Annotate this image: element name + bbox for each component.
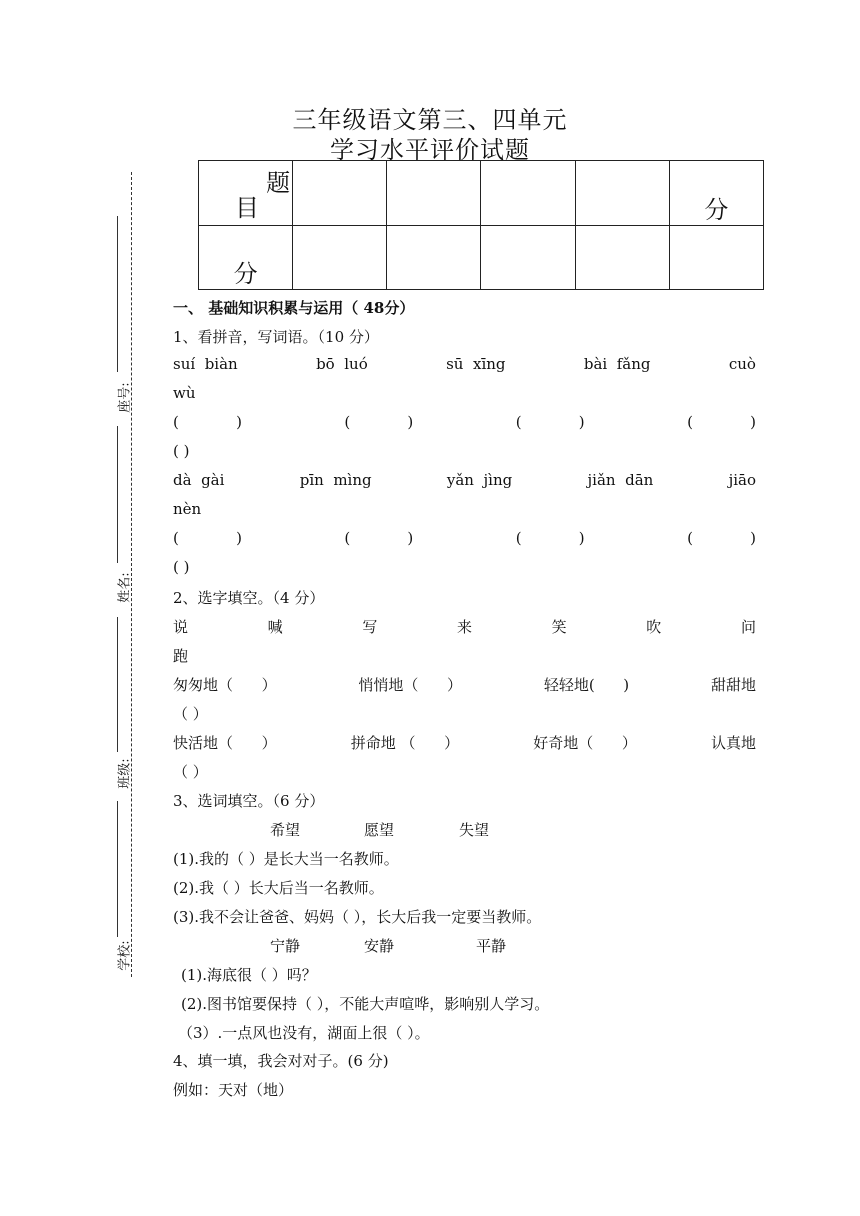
total-score-cell[interactable] [669,225,763,290]
name-write-line [117,426,118,563]
pinyin: jiǎn dān [587,471,654,489]
q2-row-1 [173,674,756,695]
score-cell[interactable] [481,225,575,290]
pinyin: cuò [728,355,756,373]
score-cell[interactable] [293,225,387,290]
school-write-line [117,801,118,937]
q2-title: 2、选字填空。（4 分） [173,589,325,607]
word-option: 安静 [364,937,395,955]
pinyin: jiāo [728,471,756,489]
score-row-label-cell [199,225,293,290]
fill-item[interactable]: 快活地（ ） [173,734,277,752]
score-cell[interactable] [481,161,575,226]
answer-bracket[interactable]: ( ) [173,558,190,576]
fill-item[interactable]: 匆匆地（ ） [173,676,277,694]
answer-bracket[interactable]: ( ) [173,442,190,460]
fill-item[interactable]: 轻轻地( ) [543,676,630,694]
seat-label: 座号: [117,382,133,413]
word-option: 失望 [459,821,490,839]
score-cell[interactable] [575,225,669,290]
char-option: 说 [173,618,189,636]
char-option: 笑 [551,618,567,636]
q2-char-options [173,616,756,637]
class-label: 班级: [117,758,133,789]
name-label: 姓名: [117,572,133,603]
q3-sentence[interactable]: (1).海底很（ ）吗？ [181,966,317,984]
score-table-header-cell [199,161,293,226]
title-line-1: 三年级语文第三、四单元 [292,106,568,134]
pinyin: bō luó [316,355,368,373]
section-1-heading: 一、 基础知识积累与运用（ 48分） [173,299,415,317]
q3-sentence[interactable]: (3).我不会让爸爸、妈妈（ ），长大后我一定要当教师。 [173,908,542,926]
q3-sentence[interactable]: (2).图书馆要保持（ ），不能大声喧哗，影响别人学习。 [181,995,550,1013]
header-mu: 目 [235,193,259,222]
score-cell[interactable] [387,225,481,290]
q4-title: 4、填一填，我会对对子。(6 分) [173,1052,389,1070]
pinyin: pīn mìng [299,471,372,489]
header-ti: 题 [266,169,291,197]
title-line-2: 学习水平评价试题 [330,136,530,164]
score-cell[interactable] [575,161,669,226]
q3-title: 3、选词填空。（6 分） [173,792,325,810]
answer-bracket[interactable]: ( ) [687,529,756,547]
fill-item[interactable]: 好奇地（ ） [533,734,637,752]
q3-sentence[interactable]: (2).我（ ）长大后当一名教师。 [173,879,384,897]
answer-bracket[interactable]: ( ) [344,529,414,547]
q1-pinyin-row-2 [173,471,756,489]
fill-item[interactable]: 悄悄地（ ） [358,676,463,694]
school-label: 学校: [117,940,133,971]
word-option: 愿望 [364,821,395,839]
pinyin: bài fǎng [583,355,651,373]
word-option: 希望 [270,821,301,839]
pinyin-wrap: wù [173,384,196,402]
row-label-fen: 分 [233,260,258,288]
answer-bracket[interactable]: ( ) [687,413,756,431]
char-option: 吹 [646,618,662,636]
char-option: 来 [456,618,472,636]
q1-pinyin-row-1 [173,355,756,373]
pinyin: yǎn jìng [446,471,513,489]
answer-bracket[interactable]: ( ) [515,529,585,547]
q3-sentence[interactable]: （3）.一点风也没有，湖面上很（ ）。 [178,1024,430,1042]
fill-item: 甜甜地 [710,676,756,694]
q2-row-2 [173,732,756,753]
q1-answer-row-2 [173,529,756,547]
answer-bracket[interactable]: ( ) [515,413,585,431]
score-cell[interactable] [293,161,387,226]
q3-sentence[interactable]: (1).我的（ ）是长大当一名教师。 [173,850,399,868]
total-header-cell [669,161,763,226]
fill-item[interactable]: 拼命地 （ ） [350,734,460,752]
answer-bracket[interactable]: ( ) [344,413,414,431]
word-option: 平静 [476,937,507,955]
char-option: 喊 [267,618,283,636]
pinyin: dà gài [173,471,225,489]
answer-bracket[interactable]: ( ) [173,529,242,547]
pinyin-wrap: nèn [173,500,202,518]
char-option: 写 [362,618,378,636]
char-option: 跑 [173,647,189,665]
q4-example: 例如：天对（地） [173,1081,294,1099]
answer-bracket[interactable]: ( ) [173,413,242,431]
class-write-line [117,617,118,752]
word-option: 宁静 [270,937,301,955]
fill-item[interactable]: （ ） [173,763,208,781]
fill-item[interactable]: （ ） [173,705,208,723]
q1-title: 1、看拼音，写词语。（10 分） [173,328,379,346]
score-table [198,160,764,290]
score-cell[interactable] [387,161,481,226]
q1-answer-row-1 [173,413,756,431]
fill-item: 认真地 [710,734,756,752]
seat-write-line [117,216,118,372]
char-option: 问 [740,618,756,636]
pinyin: sū xīng [446,355,506,373]
header-fen: 分 [704,195,729,224]
pinyin: suí biàn [173,355,238,373]
